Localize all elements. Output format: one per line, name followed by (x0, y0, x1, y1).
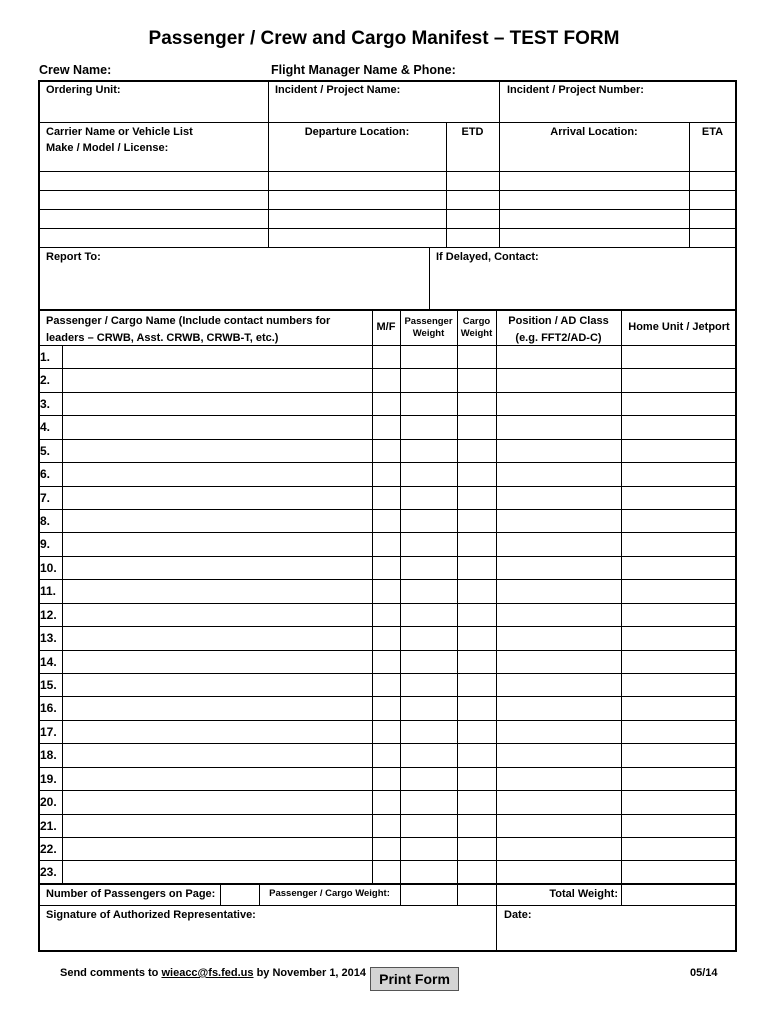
name-cell[interactable] (63, 651, 372, 673)
position-cell[interactable] (497, 861, 621, 883)
row-divider (39, 556, 736, 557)
cargo-weight-cell[interactable] (458, 440, 496, 462)
home-unit-cell[interactable] (622, 440, 736, 462)
passenger-weight-cell[interactable] (401, 861, 457, 883)
home-unit-cell[interactable] (622, 697, 736, 719)
row-number: 15. (40, 678, 57, 693)
home-unit-cell[interactable] (622, 463, 736, 485)
passenger-weight-cell[interactable] (401, 533, 457, 555)
passenger-weight-cell[interactable] (401, 791, 457, 813)
home-unit-cell[interactable] (622, 369, 736, 391)
row-divider (39, 650, 736, 651)
row-divider (39, 439, 736, 440)
row-divider (39, 415, 736, 416)
cargo-weight-cell[interactable] (458, 861, 496, 883)
mf-cell[interactable] (373, 533, 400, 555)
name-cell[interactable] (63, 627, 372, 649)
row-number: 13. (40, 631, 57, 646)
mf-cell[interactable] (373, 346, 400, 368)
eta-label: ETA (701, 126, 724, 138)
row-number: 9. (40, 537, 51, 552)
row-divider (39, 462, 736, 463)
passenger-weight-cell[interactable] (401, 627, 457, 649)
cargo-weight-total-field[interactable] (458, 885, 496, 905)
row-number: 1. (40, 350, 51, 364)
position-cell[interactable] (497, 346, 621, 368)
home-unit-cell[interactable] (622, 510, 736, 532)
row-number: 14. (40, 654, 57, 669)
flight-manager-field[interactable] (455, 62, 735, 79)
row-divider (39, 626, 736, 627)
incident-name-field[interactable] (270, 98, 498, 121)
email-link[interactable]: wieacc@fs.fed.us (161, 967, 254, 979)
passenger-weight-cell[interactable] (401, 416, 457, 438)
if-delayed-label: If Delayed, Contact: (436, 251, 539, 263)
row-number: 4. (40, 420, 51, 435)
row-number: 6. (40, 467, 51, 482)
cargo-weight-cell[interactable] (458, 627, 496, 649)
pc-weight-label: Passenger / Cargo Weight: (269, 888, 390, 899)
cargo-weight-cell[interactable] (458, 697, 496, 719)
row-number: 10. (40, 560, 57, 575)
row-number: 20. (40, 795, 57, 810)
passenger-weight-cell[interactable] (401, 744, 457, 766)
ordering-unit-field[interactable] (40, 98, 267, 121)
row-divider (39, 696, 736, 697)
incident-number-field[interactable] (501, 98, 735, 121)
name-cell[interactable] (63, 369, 372, 391)
print-form-button[interactable]: Print Form (370, 967, 459, 991)
name-cell[interactable] (63, 580, 372, 602)
cargo-weight-cell[interactable] (458, 744, 496, 766)
name-cell[interactable] (63, 393, 372, 415)
passenger-weight-cell[interactable] (401, 487, 457, 509)
name-cell[interactable] (63, 791, 372, 813)
home-unit-cell[interactable] (622, 557, 736, 579)
passenger-weight-cell[interactable] (401, 697, 457, 719)
signature-label: Signature of Authorized Representative: (46, 909, 256, 921)
passenger-weight-cell[interactable] (401, 674, 457, 696)
home-unit-cell[interactable] (622, 674, 736, 696)
home-unit-cell[interactable] (622, 604, 736, 626)
arrival-label: Arrival Location: (550, 126, 638, 138)
mf-cell[interactable] (373, 791, 400, 813)
mf-cell[interactable] (373, 463, 400, 485)
row-divider (39, 790, 736, 791)
home-unit-cell[interactable] (622, 533, 736, 555)
row-number: 16. (40, 701, 57, 716)
eta-entries[interactable] (691, 172, 735, 246)
row-divider (39, 743, 736, 744)
passenger-name-header: Passenger / Cargo Name (Include contact numbers for leaders – CRWB, Asst. CRWB, CRWB-T, etc.) (46, 315, 331, 345)
position-cell[interactable] (497, 627, 621, 649)
num-passengers-label: Number of Passengers on Page: (46, 888, 216, 900)
position-cell[interactable] (497, 604, 621, 626)
cargo-weight-cell[interactable] (458, 768, 496, 790)
mf-cell[interactable] (373, 768, 400, 790)
name-cell[interactable] (63, 744, 372, 766)
signature-field[interactable] (40, 924, 495, 950)
name-cell[interactable] (63, 861, 372, 883)
position-cell[interactable] (497, 721, 621, 743)
passenger-weight-cell[interactable] (401, 440, 457, 462)
mf-cell[interactable] (373, 627, 400, 649)
position-cell[interactable] (497, 440, 621, 462)
position-cell[interactable] (497, 463, 621, 485)
passenger-weight-cell[interactable] (401, 369, 457, 391)
mf-cell[interactable] (373, 510, 400, 532)
cargo-weight-cell[interactable] (458, 510, 496, 532)
if-delayed-field[interactable] (431, 266, 735, 309)
row-divider (39, 837, 736, 838)
total-weight-label: Total Weight: (549, 888, 618, 900)
passenger-weight-header: Passenger Weight (404, 316, 453, 340)
name-cell[interactable] (63, 768, 372, 790)
name-cell[interactable] (63, 674, 372, 696)
arrival-entries[interactable] (501, 172, 688, 246)
passenger-weight-cell[interactable] (401, 463, 457, 485)
cargo-weight-cell[interactable] (458, 815, 496, 837)
carrier-label: Carrier Name or Vehicle List Make / Model / License: (46, 126, 193, 154)
passenger-weight-cell[interactable] (401, 510, 457, 532)
name-cell[interactable] (63, 604, 372, 626)
mf-cell[interactable] (373, 651, 400, 673)
cargo-weight-cell[interactable] (458, 557, 496, 579)
name-cell[interactable] (63, 487, 372, 509)
num-passengers-field[interactable] (221, 885, 259, 905)
mf-cell[interactable] (373, 721, 400, 743)
row-number: 23. (40, 865, 57, 880)
incident-number-label: Incident / Project Number: (507, 84, 644, 96)
flight-manager-label: Flight Manager Name & Phone: (271, 63, 456, 77)
home-unit-cell[interactable] (622, 838, 736, 860)
row-number: 21. (40, 818, 57, 833)
cargo-weight-cell[interactable] (458, 416, 496, 438)
passenger-weight-cell[interactable] (401, 838, 457, 860)
row-number: 5. (40, 443, 51, 458)
home-unit-cell[interactable] (622, 861, 736, 883)
position-cell[interactable] (497, 651, 621, 673)
report-to-label: Report To: (46, 251, 101, 263)
name-cell[interactable] (63, 440, 372, 462)
mf-cell[interactable] (373, 604, 400, 626)
cargo-weight-cell[interactable] (458, 463, 496, 485)
incident-name-label: Incident / Project Name: (275, 84, 401, 96)
name-cell[interactable] (63, 533, 372, 555)
cargo-weight-cell[interactable] (458, 580, 496, 602)
mf-header: M/F (376, 321, 396, 333)
passenger-weight-cell[interactable] (401, 393, 457, 415)
home-unit-cell[interactable] (622, 627, 736, 649)
name-cell[interactable] (63, 416, 372, 438)
cargo-weight-cell[interactable] (458, 533, 496, 555)
name-cell[interactable] (63, 510, 372, 532)
cargo-weight-cell[interactable] (458, 604, 496, 626)
cargo-weight-cell[interactable] (458, 369, 496, 391)
passenger-weight-cell[interactable] (401, 580, 457, 602)
position-cell[interactable] (497, 791, 621, 813)
mf-cell[interactable] (373, 557, 400, 579)
date-field[interactable] (498, 924, 735, 950)
position-cell[interactable] (497, 697, 621, 719)
cargo-weight-cell[interactable] (458, 346, 496, 368)
date-label: Date: (504, 909, 532, 921)
row-divider (39, 860, 736, 861)
form-version: 05/14 (690, 967, 718, 979)
row-divider (39, 720, 736, 721)
name-cell[interactable] (63, 721, 372, 743)
mf-cell[interactable] (373, 744, 400, 766)
row-divider (39, 509, 736, 510)
cargo-weight-cell[interactable] (458, 393, 496, 415)
passenger-weight-cell[interactable] (401, 604, 457, 626)
mf-cell[interactable] (373, 815, 400, 837)
mf-cell[interactable] (373, 697, 400, 719)
row-divider (39, 532, 736, 533)
row-divider (39, 603, 736, 604)
passenger-weight-cell[interactable] (401, 721, 457, 743)
passenger-weight-cell[interactable] (401, 768, 457, 790)
home-unit-cell[interactable] (622, 791, 736, 813)
passenger-weight-total-field[interactable] (401, 885, 457, 905)
name-cell[interactable] (63, 815, 372, 837)
position-cell[interactable] (497, 393, 621, 415)
name-cell[interactable] (63, 697, 372, 719)
position-cell[interactable] (497, 487, 621, 509)
passenger-weight-cell[interactable] (401, 557, 457, 579)
row-number: 2. (40, 373, 51, 388)
row-number: 17. (40, 724, 57, 739)
row-number: 19. (40, 771, 57, 786)
mf-cell[interactable] (373, 416, 400, 438)
passenger-weight-cell[interactable] (401, 815, 457, 837)
home-unit-cell[interactable] (622, 393, 736, 415)
home-unit-cell[interactable] (622, 346, 736, 368)
cargo-weight-cell[interactable] (458, 651, 496, 673)
row-number: 12. (40, 607, 57, 622)
row-divider (39, 673, 736, 674)
crew-name-field[interactable] (112, 62, 262, 79)
position-cell[interactable] (497, 416, 621, 438)
cargo-weight-header: Cargo Weight (460, 316, 493, 340)
mf-cell[interactable] (373, 838, 400, 860)
home-unit-header: Home Unit / Jetport (628, 321, 730, 333)
position-cell[interactable] (497, 557, 621, 579)
row-number: 8. (40, 514, 51, 528)
etd-entries[interactable] (448, 172, 498, 246)
cargo-weight-cell[interactable] (458, 721, 496, 743)
row-divider (39, 767, 736, 768)
row-divider (39, 814, 736, 815)
row-divider (39, 486, 736, 487)
mf-cell[interactable] (373, 393, 400, 415)
position-cell[interactable] (497, 815, 621, 837)
position-cell[interactable] (497, 744, 621, 766)
position-cell[interactable] (497, 674, 621, 696)
cargo-weight-cell[interactable] (458, 487, 496, 509)
carrier-entries[interactable] (40, 172, 267, 246)
position-header: Position / AD Class (e.g. FFT2/AD-C) (508, 315, 609, 345)
position-cell[interactable] (497, 838, 621, 860)
home-unit-cell[interactable] (622, 580, 736, 602)
home-unit-cell[interactable] (622, 651, 736, 673)
mf-cell[interactable] (373, 440, 400, 462)
mf-cell[interactable] (373, 580, 400, 602)
home-unit-cell[interactable] (622, 416, 736, 438)
mf-cell[interactable] (373, 369, 400, 391)
position-cell[interactable] (497, 768, 621, 790)
row-number: 3. (40, 396, 51, 411)
mf-cell[interactable] (373, 487, 400, 509)
report-to-field[interactable] (40, 266, 428, 309)
etd-label: ETD (461, 126, 484, 138)
name-cell[interactable] (63, 838, 372, 860)
cargo-weight-cell[interactable] (458, 674, 496, 696)
cargo-weight-cell[interactable] (458, 838, 496, 860)
position-cell[interactable] (497, 533, 621, 555)
row-number: 11. (40, 584, 57, 599)
name-cell[interactable] (63, 346, 372, 368)
row-divider (39, 368, 736, 369)
name-cell[interactable] (63, 557, 372, 579)
home-unit-cell[interactable] (622, 815, 736, 837)
passenger-weight-cell[interactable] (401, 651, 457, 673)
mf-cell[interactable] (373, 861, 400, 883)
home-unit-cell[interactable] (622, 487, 736, 509)
name-cell[interactable] (63, 463, 372, 485)
row-divider (39, 579, 736, 580)
passenger-weight-cell[interactable] (401, 346, 457, 368)
home-unit-cell[interactable] (622, 768, 736, 790)
row-number: 22. (40, 842, 57, 857)
total-weight-field[interactable] (622, 885, 735, 905)
position-cell[interactable] (497, 369, 621, 391)
home-unit-cell[interactable] (622, 744, 736, 766)
mf-cell[interactable] (373, 674, 400, 696)
home-unit-cell[interactable] (622, 721, 736, 743)
departure-label: Departure Location: (304, 126, 410, 138)
departure-entries[interactable] (270, 172, 445, 246)
page-title: Passenger / Crew and Cargo Manifest – TEST FORM (148, 28, 620, 49)
comments-note: Send comments to wieacc@fs.fed.us by November 1, 2014 (60, 967, 367, 979)
row-number: 7. (40, 490, 51, 505)
position-cell[interactable] (497, 580, 621, 602)
row-divider (39, 392, 736, 393)
ordering-unit-label: Ordering Unit: (46, 84, 121, 96)
row-number: 18. (40, 748, 57, 763)
cargo-weight-cell[interactable] (458, 791, 496, 813)
crew-name-label: Crew Name: (39, 63, 112, 77)
position-cell[interactable] (497, 510, 621, 532)
